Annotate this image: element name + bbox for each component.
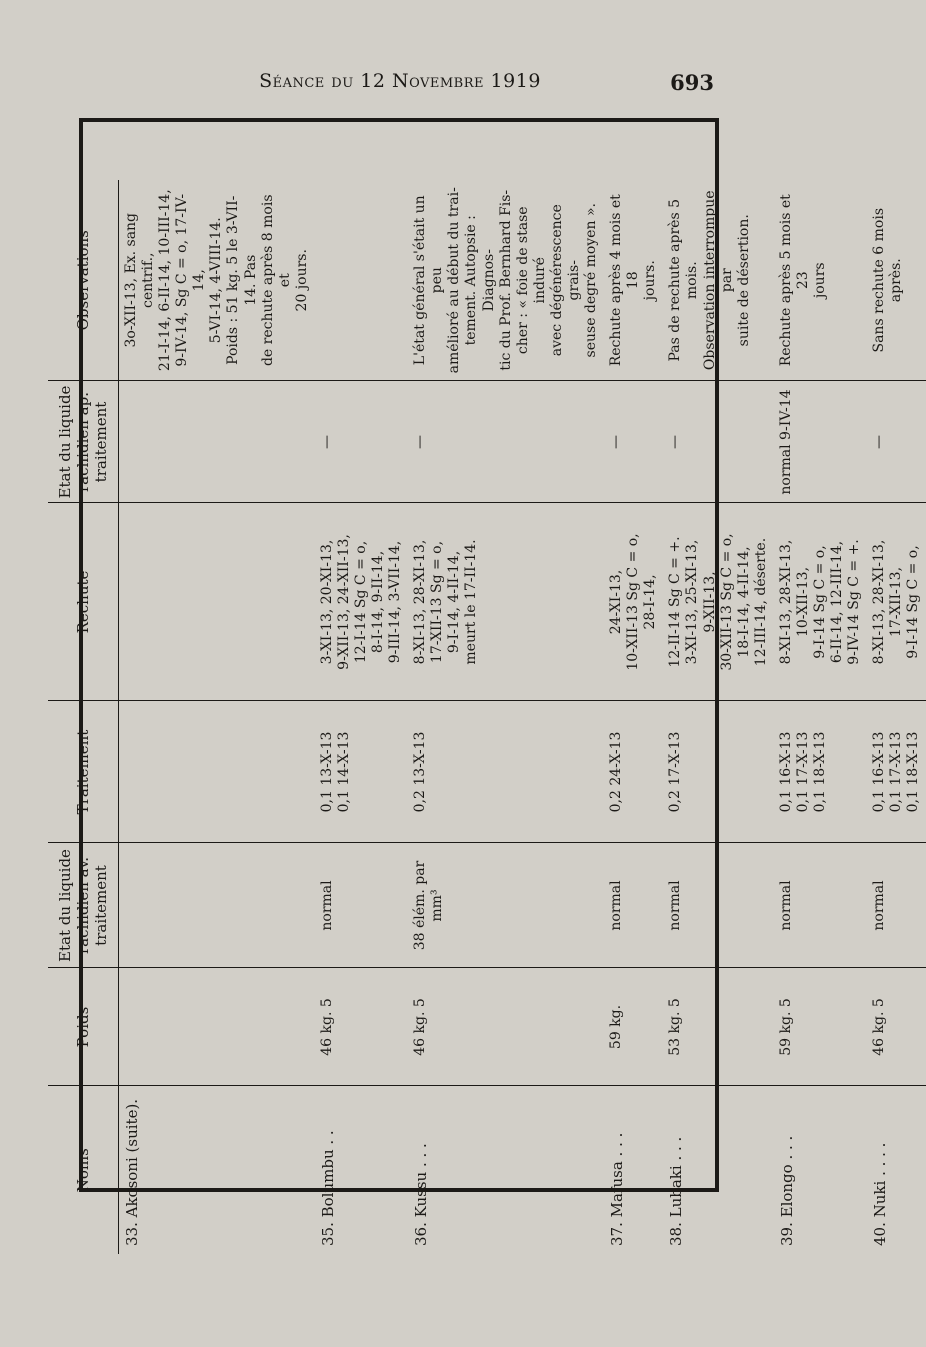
observations-cell-line: Poids : 51 kg. 5 le 3-VII-14. Pas	[225, 195, 259, 365]
name-cell: 39. Elongo . . .	[777, 1135, 796, 1246]
etat-ap-cell: —	[315, 381, 408, 503]
observations-cell	[315, 180, 408, 381]
traitement-cell-line: 0,2 24-X-13	[608, 731, 625, 813]
header-row	[48, 180, 119, 1254]
observations-cell-line: L'état général s'était un peu	[412, 195, 446, 366]
observations-cell-line: cher : « foie de stase induré	[514, 206, 548, 355]
poids-cell: 59 kg. 5	[774, 968, 867, 1086]
poids-cell: 46 kg. 5	[315, 968, 408, 1086]
traitement-cell-line: 0,1 17-X-13	[888, 731, 905, 813]
traitement-cell	[604, 701, 663, 843]
observations-cell	[867, 180, 926, 381]
traitement-cell	[315, 701, 408, 843]
traitement-cell	[774, 701, 867, 843]
name-cell: 37. Mafusa . . .	[608, 1132, 627, 1246]
traitement-cell-line: 0,2 13-X-13	[412, 731, 429, 813]
rechute-cell-line: 3-XI-13, 25-XI-13,	[684, 539, 701, 665]
name-cell: 35. Bolumbu . .	[318, 1130, 337, 1246]
traitement-cell	[119, 701, 315, 843]
rechute-cell-line: 8-I-14, 9-II-14,	[370, 550, 387, 654]
rechute-cell-line: 12-I-14 Sg C = o,	[353, 540, 370, 664]
traitement-cell-line: 0,1 18-X-13	[811, 731, 828, 813]
observations-cell-line: Rechute après 4 mois et 18	[608, 194, 642, 367]
etat-ap-cell: —	[663, 381, 773, 503]
name-cell: 36. Kussu . . .	[412, 1143, 431, 1246]
col-header-noms: Noms	[48, 1086, 119, 1254]
traitement-cell-line: 0,1 17-X-13	[794, 731, 811, 813]
etat-ap-cell: —	[604, 381, 663, 503]
name-cell: 33. Akosoni (suite).	[123, 1098, 141, 1246]
traitement-cell-line: 0,1 14-X-13	[335, 731, 352, 813]
rechute-cell-line: 6-II-14, 12-III-14,	[829, 540, 846, 664]
observations-cell-line: Sans rechute 6 mois après.	[871, 207, 905, 353]
page-header	[0, 64, 800, 104]
rechute-cell	[867, 503, 926, 701]
observations-cell-line: tic du Prof. Bernhard Fis-	[497, 189, 514, 371]
rechute-cell-line: 9-III-14, 3-VII-14,	[387, 540, 404, 664]
traitement-cell	[663, 701, 773, 843]
observations-cell-line: jours	[811, 262, 828, 299]
poids-cell: 53 kg. 5	[663, 968, 773, 1086]
table-row	[774, 180, 867, 1254]
etat-av-cell: 38 élém. par mm³	[408, 843, 604, 968]
clinical-table	[48, 180, 926, 1254]
poids-cell: 59 kg.	[604, 968, 663, 1086]
rechute-cell-line: 10-XII-13 Sg C = o,	[625, 533, 642, 671]
col-header-rechute: Rechute	[48, 503, 119, 701]
observations-cell	[604, 180, 663, 381]
observations-cell-line: amélioré au début du trai-	[446, 187, 463, 374]
rechute-cell-line: 12-III-14, déserte.	[752, 537, 769, 667]
rechute-cell-line: 9-I-14, 4-II-14,	[446, 550, 463, 654]
poids-cell: 46 kg. 5	[867, 968, 926, 1086]
traitement-cell-line: 0,1 13-X-13	[318, 731, 335, 813]
observations-cell-line: suite de désertion.	[735, 214, 752, 347]
table-row	[663, 180, 773, 1254]
name-cell: 40. Nuki . . . .	[871, 1142, 890, 1246]
observations-cell-line: 21-I-14, 6-II-14, 10-III-14,	[157, 189, 174, 372]
traitement-cell-line: 0,1 18-X-13	[905, 731, 922, 813]
observations-cell	[408, 180, 604, 381]
rechute-cell-line: 8-XI-13, 28-XI-13,	[777, 539, 794, 665]
col-header-traitement: Traitement	[48, 701, 119, 843]
rechute-cell-line: 10-XII-13,	[794, 566, 811, 638]
observations-cell-line: avec dégénérescence grais-	[548, 204, 582, 357]
rechute-cell-line: 17-XII-13,	[888, 566, 905, 638]
etat-ap-cell: —	[867, 381, 926, 503]
observations-cell-line: Rechute après 5 mois et 23	[777, 194, 811, 367]
rechute-cell	[774, 503, 867, 701]
rechute-cell	[119, 503, 315, 701]
poids-cell: 46 kg. 5	[408, 968, 604, 1086]
col-header-etat-ap: Etat du liquide rachidien ap. traitement	[48, 381, 119, 503]
rotated-table-container	[48, 180, 922, 1254]
observations-cell-line: Observation interrompue par	[701, 190, 735, 371]
etat-av-cell: normal	[604, 843, 663, 968]
etat-av-cell: normal	[315, 843, 408, 968]
poids-cell	[119, 968, 315, 1086]
etat-av-cell: normal	[867, 843, 926, 968]
etat-ap-cell: —	[408, 381, 604, 503]
observations-cell-line: de rechute après 8 mois et	[259, 194, 293, 367]
rechute-cell-line: 9-XII-13,	[701, 571, 718, 633]
table-row	[604, 180, 663, 1254]
observations-cell	[774, 180, 867, 381]
observations-cell-line: Pas de rechute après 5 mois.	[667, 199, 701, 362]
rechute-cell-line: 30-XII-13 Sg C = o,	[718, 533, 735, 671]
table-row	[408, 180, 604, 1254]
rechute-cell	[663, 503, 773, 701]
col-header-etat-av: Etat du liquide rachidien av. traitement	[48, 843, 119, 968]
table-row	[867, 180, 926, 1254]
page-number: 693	[670, 70, 714, 95]
rechute-cell	[604, 503, 663, 701]
table-body	[119, 180, 926, 1254]
observations-cell	[119, 180, 315, 381]
etat-av-cell	[119, 843, 315, 968]
name-cell: 38. Lubaki . . .	[667, 1136, 686, 1246]
rechute-cell-line: 28-I-14,	[642, 574, 659, 630]
col-header-observations: Observations	[48, 180, 119, 381]
traitement-cell	[408, 701, 604, 843]
rechute-cell-line: 9-IV-14 Sg C = +.	[846, 539, 863, 665]
observations-cell-line: tement. Autopsie : Diagnos-	[463, 215, 497, 346]
observations-cell	[663, 180, 773, 381]
traitement-cell-line: 0,2 17-X-13	[667, 731, 684, 813]
observations-cell-line: seuse degré moyen ».	[583, 203, 600, 358]
observations-cell-line: 20 jours.	[293, 249, 310, 312]
rechute-cell-line: 8-XI-13, 28-XI-13,	[412, 539, 429, 665]
observations-cell-line: 3o-XII-13, Ex. sang centrif.,	[123, 212, 157, 348]
traitement-cell-line: 0,1 16-X-13	[871, 731, 888, 813]
table-row	[119, 180, 315, 1254]
running-head: Séance du 12 Novembre 1919	[259, 70, 541, 92]
traitement-cell	[867, 701, 926, 843]
rechute-cell-line: 9-I-14 Sg C = o,	[811, 545, 828, 659]
rechute-cell-line: 12-II-14 Sg C = +.	[667, 536, 684, 668]
observations-cell-line: 5-VI-14, 4-VIII-14.	[208, 217, 225, 344]
rechute-cell-line: meurt le 17-II-14.	[463, 539, 480, 665]
etat-ap-cell: normal 9-IV-14	[774, 381, 867, 503]
etat-av-cell: normal	[663, 843, 773, 968]
rechute-cell	[408, 503, 604, 701]
table-row	[315, 180, 408, 1254]
etat-ap-cell	[119, 381, 315, 503]
rechute-cell-line: 17-XII-13 Sg = o,	[429, 540, 446, 664]
rechute-cell-line: 24-XI-13,	[608, 569, 625, 635]
rechute-cell	[315, 503, 408, 701]
rechute-cell-line: 3-XI-13, 20-XI-13,	[318, 539, 335, 665]
traitement-cell-line: 0,1 16-X-13	[777, 731, 794, 813]
observations-cell-line: jours.	[642, 260, 659, 301]
etat-av-cell: normal	[774, 843, 867, 968]
rechute-cell-line: 9-XII-13, 24-XII-13,	[335, 534, 352, 670]
rechute-cell-line: 8-XI-13, 28-XI-13,	[871, 539, 888, 665]
col-header-poids: Poids	[48, 968, 119, 1086]
observations-cell-line: 9-IV-14, Sg C = o, 17-IV-14,	[174, 193, 208, 367]
rechute-cell-line: 18-I-14, 4-II-14,	[735, 546, 752, 658]
rechute-cell-line: 9-I-14 Sg C = o,	[905, 545, 922, 659]
